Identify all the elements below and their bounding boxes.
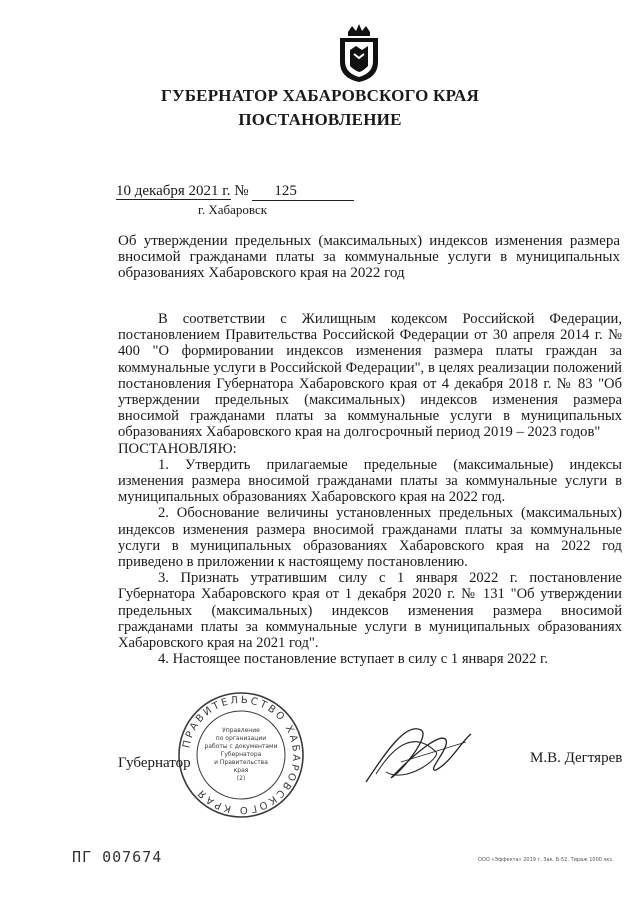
org-title: ГУБЕРНАТОР ХАБАРОВСКОГО КРАЯ [161,86,479,105]
document-city: г. Хабаровск [198,202,268,217]
list-item: 3. Признать утратившим силу с 1 января 2022 г. постановление Губернатора Хабаровского края от 1 декабря 2020 г. № 131 "Об утверждении предельных (максимальных) индексов изменения размера вносимой гражданами платы за коммунальные услуги в муниципальных образованиях Хабаровского края на 2021 год". [118,570,622,652]
svg-text:по организации: по организации [215,735,267,742]
list-item: 1. Утвердить прилагаемые предельные (максимальные) индексы изменения размера вносимой гражданами платы за коммунальные услуги в муниципальных образованиях Хабаровского края на 2022 год. [118,456,622,506]
official-seal [176,690,306,820]
coat-of-arms-icon [334,22,384,84]
decree-word: ПОСТАНОВЛЯЮ: [118,440,237,457]
svg-text:края: края [233,767,249,774]
document-date-number [116,183,354,201]
signer-position: Губернатор [118,755,191,771]
list-item: 2. Обоснование величины установленных предельных (максимальных) индексов изменения размера вносимой гражданами платы за коммунальные услуги в муниципальных образованиях Хабаровского края на 2022 год приведено в приложении к настоящему постановлению. [118,505,622,571]
printer-note: ООО «Эффекта» 2019 г. Зак. Б-52. Тираж 1000 экз. [478,857,614,863]
document-number: 125 [252,183,354,201]
number-label: № [234,183,249,199]
svg-text:работы с документами: работы с документами [204,743,278,750]
signer-name: М.В. Дегтярев [530,750,623,766]
doc-type: ПОСТАНОВЛЕНИЕ [238,110,402,129]
preamble: В соответствии с Жилищным кодексом Российской Федерации, постановлением Правительства Российской Федерации от 30 апреля 2014 г. № 400 "О формировании индексов изменения размера платы граждан за коммунальные услуги в Российской Федерации", в целях реализации положений постановления Губернатора Хабаровского края от 4 декабря 2018 г. № 83 "Об утверждении предельных (максимальных) индексов изменения размера вносимой гражданами платы за коммунальные услуги в муниципальных образованиях Хабаровского края на долгосрочный период 2019 – 2023 годов" [118,311,622,441]
document-date: 10 декабря 2021 г. [116,183,231,199]
svg-text:ПРАВИТЕЛЬСТВО ХАБАРОВСКОГО КРА: ПРАВИТЕЛЬСТВО ХАБАРОВСКОГО КРАЯ [181,694,302,816]
svg-text:(2): (2) [236,775,246,782]
document-subject: Об утверждении предельных (максимальных) индексов изменения размера вносимой гражданами платы за коммунальные услуги в муниципальных образованиях Хабаровского края на 2022 год [118,233,620,281]
document-body [118,311,622,667]
svg-text:Губернатора: Губернатора [220,751,262,758]
handwritten-signature [346,712,486,792]
svg-text:и Правительства: и Правительства [214,759,268,766]
svg-text:Управление: Управление [222,727,260,734]
form-serial-number: ПГ 007674 [72,848,163,866]
list-item: 4. Настоящее постановление вступает в силу с 1 января 2022 г. [158,651,548,668]
